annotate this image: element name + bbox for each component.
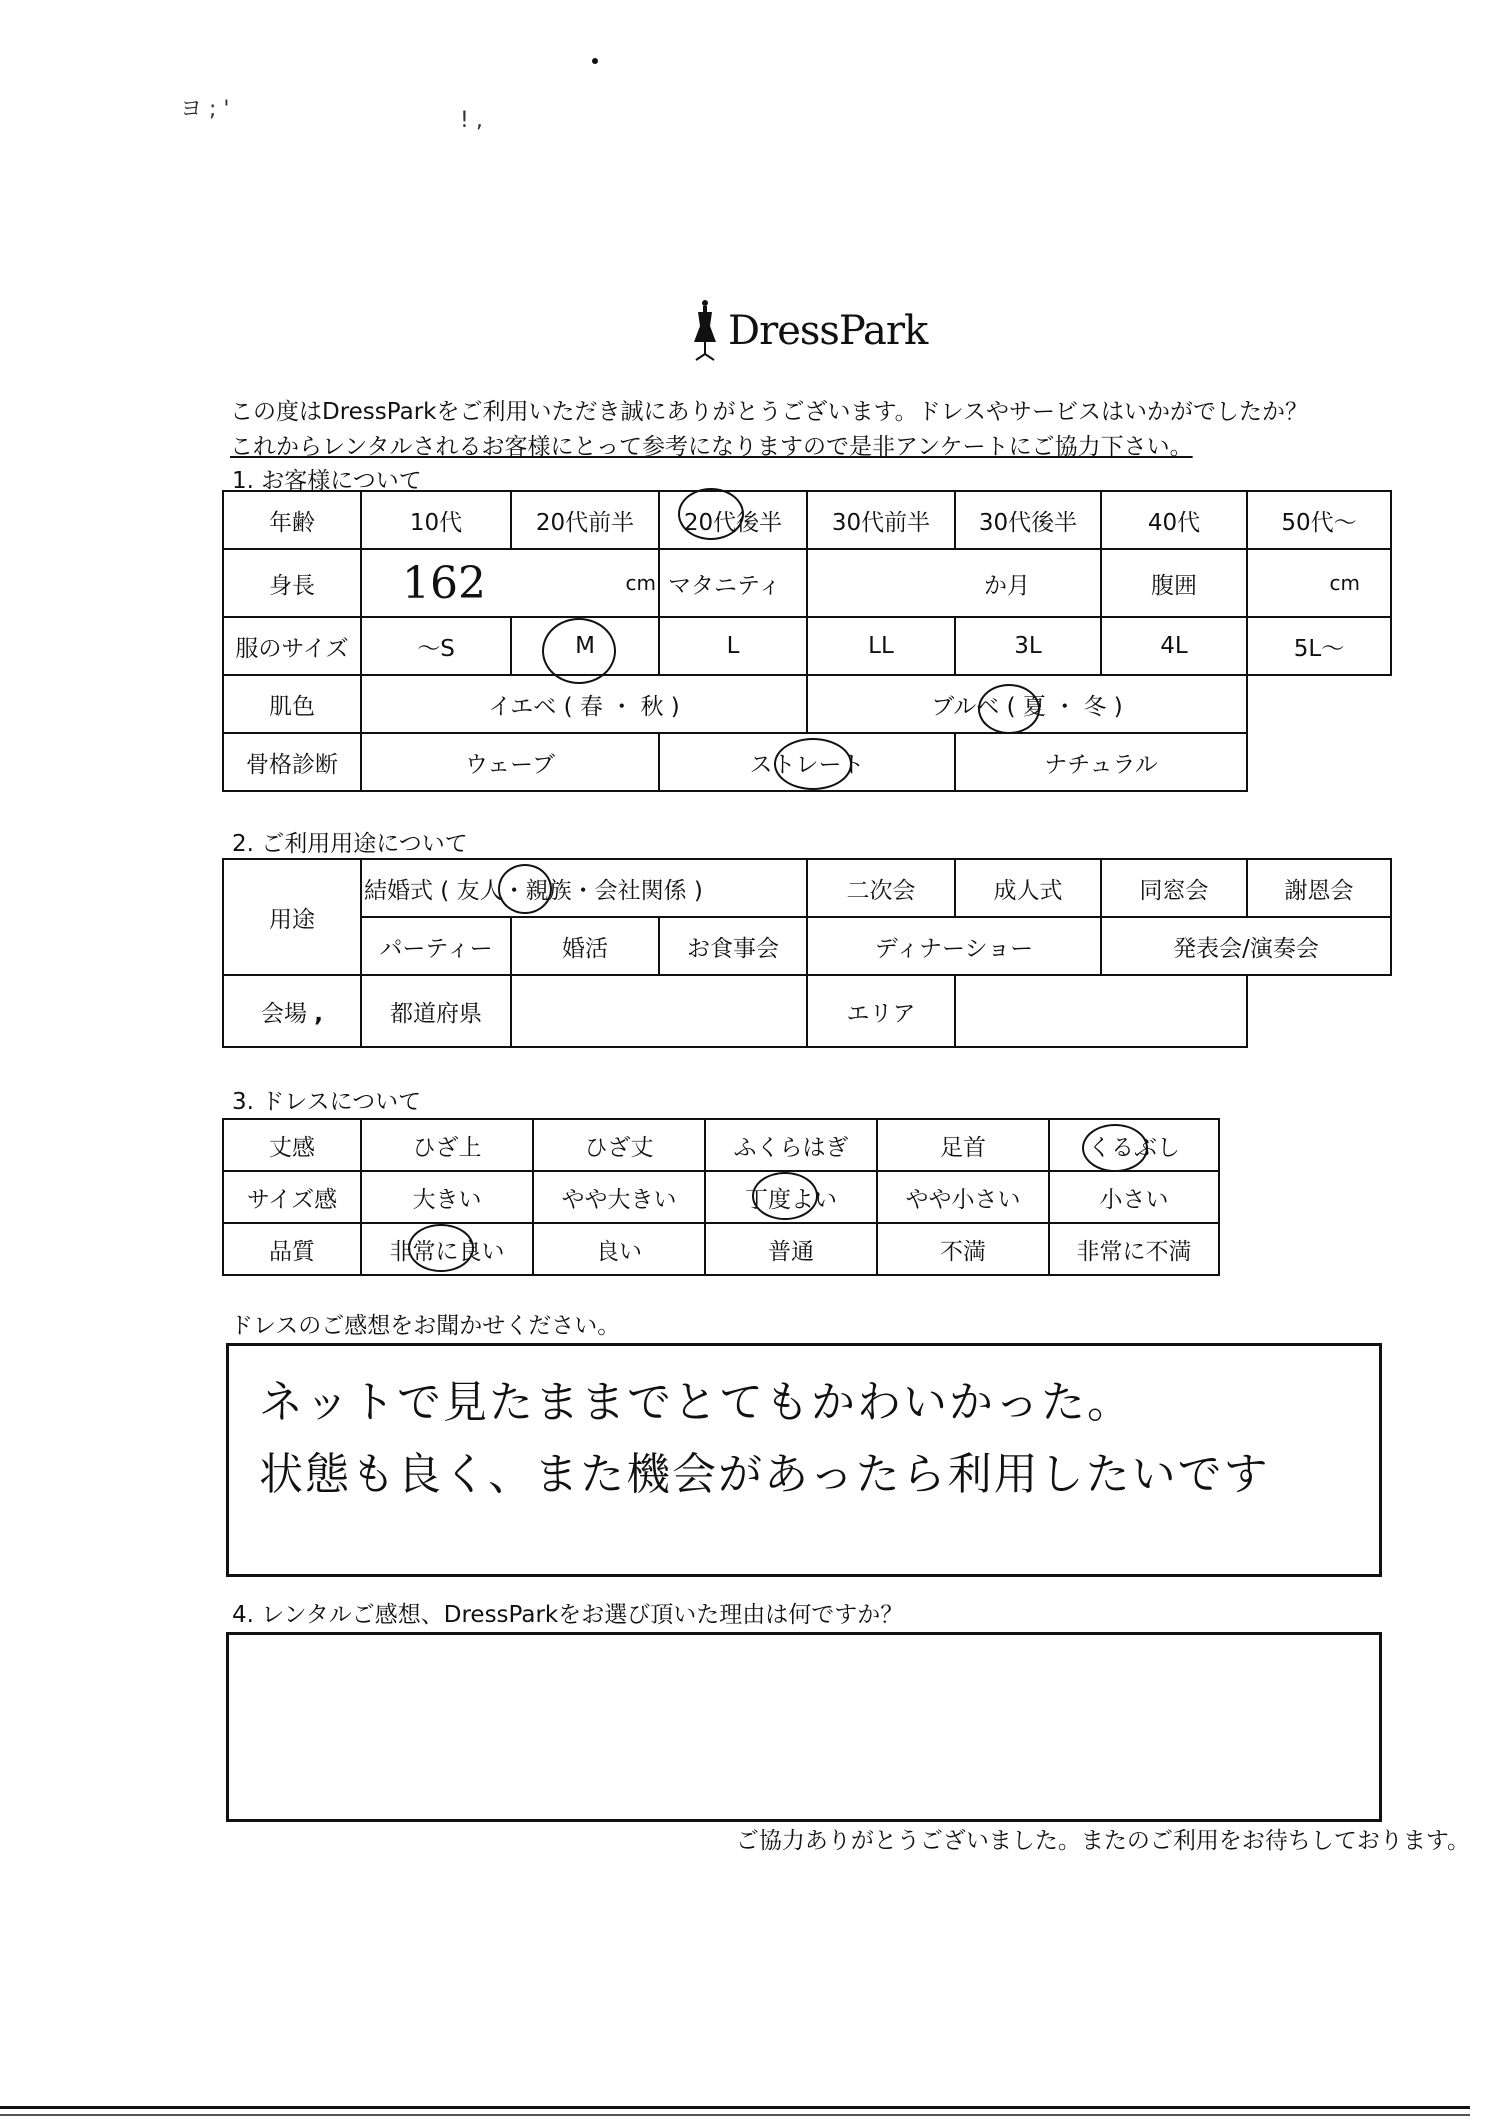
length-label: 丈感 [223,1119,361,1171]
quality-option[interactable]: 良い [533,1223,705,1275]
venue-mark: , [314,1000,324,1027]
maternity-months[interactable]: か月 [807,549,1101,617]
frame-label: 骨格診断 [223,733,361,791]
bottom-edge-line [0,2106,1470,2109]
fit-option[interactable]: 小さい [1049,1171,1219,1223]
size-selection-circle [542,618,616,684]
length-option[interactable]: 足首 [877,1119,1049,1171]
dress-form-icon [690,298,720,364]
length-option[interactable]: ふくらはぎ [705,1119,877,1171]
purpose-option[interactable]: 二次会 [807,859,955,917]
comment-line-2: 状態も良く、また機会があったら利用したいです [259,1449,1270,1500]
section3-title: 3. ドレスについて [232,1089,422,1115]
height-value-cell[interactable] [361,549,511,617]
purpose-option[interactable]: 発表会/演奏会 [1101,917,1391,975]
header-mark-a: ヨ ; ' [180,97,230,122]
size-option[interactable]: 5L～ [1247,617,1391,675]
fit-option[interactable]: やや小さい [877,1171,1049,1223]
skin-yellow[interactable]: イエベ ( 春 ・ 秋 ) [361,675,807,733]
bottom-edge-line [0,2114,1470,2116]
comment-prompt: ドレスのご感想をお聞かせください。 [230,1313,621,1339]
intro-line-1: この度はDressParkをご利用いただき誠にありがとうございます。ドレスやサービスはいかがでしたか？ [230,399,1308,425]
dot-mark [592,58,598,64]
skin-label: 肌色 [223,675,361,733]
length-option[interactable]: くるぶし [1049,1119,1219,1171]
fit-selection-circle [752,1172,818,1220]
fit-label: サイズ感 [223,1171,361,1223]
frame-option[interactable]: ストレート [659,733,955,791]
logo [690,298,927,364]
maternity-label[interactable]: マタニティ [659,549,807,617]
size-label: 服のサイズ [223,617,361,675]
frame-selection-circle [774,738,852,790]
size-option[interactable]: 3L [955,617,1101,675]
size-option[interactable]: M [511,617,659,675]
quality-option[interactable]: 不満 [877,1223,1049,1275]
age-option[interactable]: 30代前半 [807,491,955,549]
fit-option[interactable]: 大きい [361,1171,533,1223]
section2-title: 2. ご利用用途について [232,831,468,857]
size-option[interactable]: LL [807,617,955,675]
age-option[interactable]: 20代後半 [659,491,807,549]
purpose-option[interactable]: お食事会 [659,917,807,975]
age-option[interactable]: 30代後半 [955,491,1101,549]
frame-option[interactable]: ウェーブ [361,733,659,791]
quality-option[interactable]: 非常に不満 [1049,1223,1219,1275]
dress-table [222,1118,1220,1276]
prefecture-label: 都道府県 [361,975,511,1047]
wedding-option[interactable]: 結婚式 ( 友人・親族・会社関係 ) [361,859,807,917]
length-option[interactable]: ひざ丈 [533,1119,705,1171]
empty-cell [1247,733,1391,791]
brand-name: DressPark [728,308,928,354]
comment-box[interactable] [226,1343,1382,1577]
skin-selection-circle [978,684,1040,734]
size-option[interactable]: 4L [1101,617,1247,675]
length-selection-circle [1082,1124,1148,1172]
height-value: 162 [402,557,486,609]
skin-blue[interactable]: ブルベ ( 夏 ・ 冬 ) [807,675,1247,733]
section4-title: 4. レンタルご感想、DressParkをお選び頂いた理由は何ですか？ [232,1602,904,1628]
purpose-option[interactable]: 同窓会 [1101,859,1247,917]
purpose-option[interactable]: ディナーショー [807,917,1101,975]
quality-selection-circle [408,1224,474,1272]
age-selection-circle [678,488,744,540]
area-label: エリア [807,975,955,1047]
purpose-option[interactable]: 成人式 [955,859,1101,917]
height-label: 身長 [223,549,361,617]
fit-option[interactable]: 丁度よい [705,1171,877,1223]
comment-line-1: ネットで見たままでとてもかわいかった。 [259,1377,1133,1428]
usage-table [222,858,1392,1048]
intro-line-2: これからレンタルされるお客様にとって参考になりますので是非アンケートにご協力下さい。 [230,434,1193,460]
length-option[interactable]: ひざ上 [361,1119,533,1171]
purpose-option[interactable]: 婚活 [511,917,659,975]
height-unit: cm [511,549,659,617]
purpose-option[interactable]: 謝恩会 [1247,859,1391,917]
size-option[interactable]: ～S [361,617,511,675]
purpose-label: 用途 [223,859,361,975]
reason-box[interactable] [226,1632,1382,1822]
section1-title: 1. お客様について [232,468,422,494]
quality-option[interactable]: 非常に良い [361,1223,533,1275]
age-option[interactable]: 20代前半 [511,491,659,549]
area-input[interactable] [955,975,1247,1047]
size-option[interactable]: L [659,617,807,675]
header-mark-b: ! , [460,108,483,133]
venue-label: 会場 [260,1000,307,1027]
age-option[interactable]: 10代 [361,491,511,549]
empty-cell [1247,675,1391,733]
waist-label: 腹囲 [1101,549,1247,617]
frame-option[interactable]: ナチュラル [955,733,1247,791]
venue-label-cell [223,975,361,1047]
age-option[interactable]: 40代 [1101,491,1247,549]
prefecture-input[interactable] [511,975,807,1047]
age-option[interactable]: 50代～ [1247,491,1391,549]
wedding-friend-circle [498,864,552,914]
waist-unit[interactable]: cm [1247,549,1391,617]
quality-option[interactable]: 普通 [705,1223,877,1275]
purpose-option[interactable]: パーティー [361,917,511,975]
quality-label: 品質 [223,1223,361,1275]
fit-option[interactable]: やや大きい [533,1171,705,1223]
thanks-message: ご協力ありがとうございました。またのご利用をお待ちしております。 [735,1828,1470,1854]
empty-cell [1247,975,1391,1047]
age-label: 年齢 [223,491,361,549]
